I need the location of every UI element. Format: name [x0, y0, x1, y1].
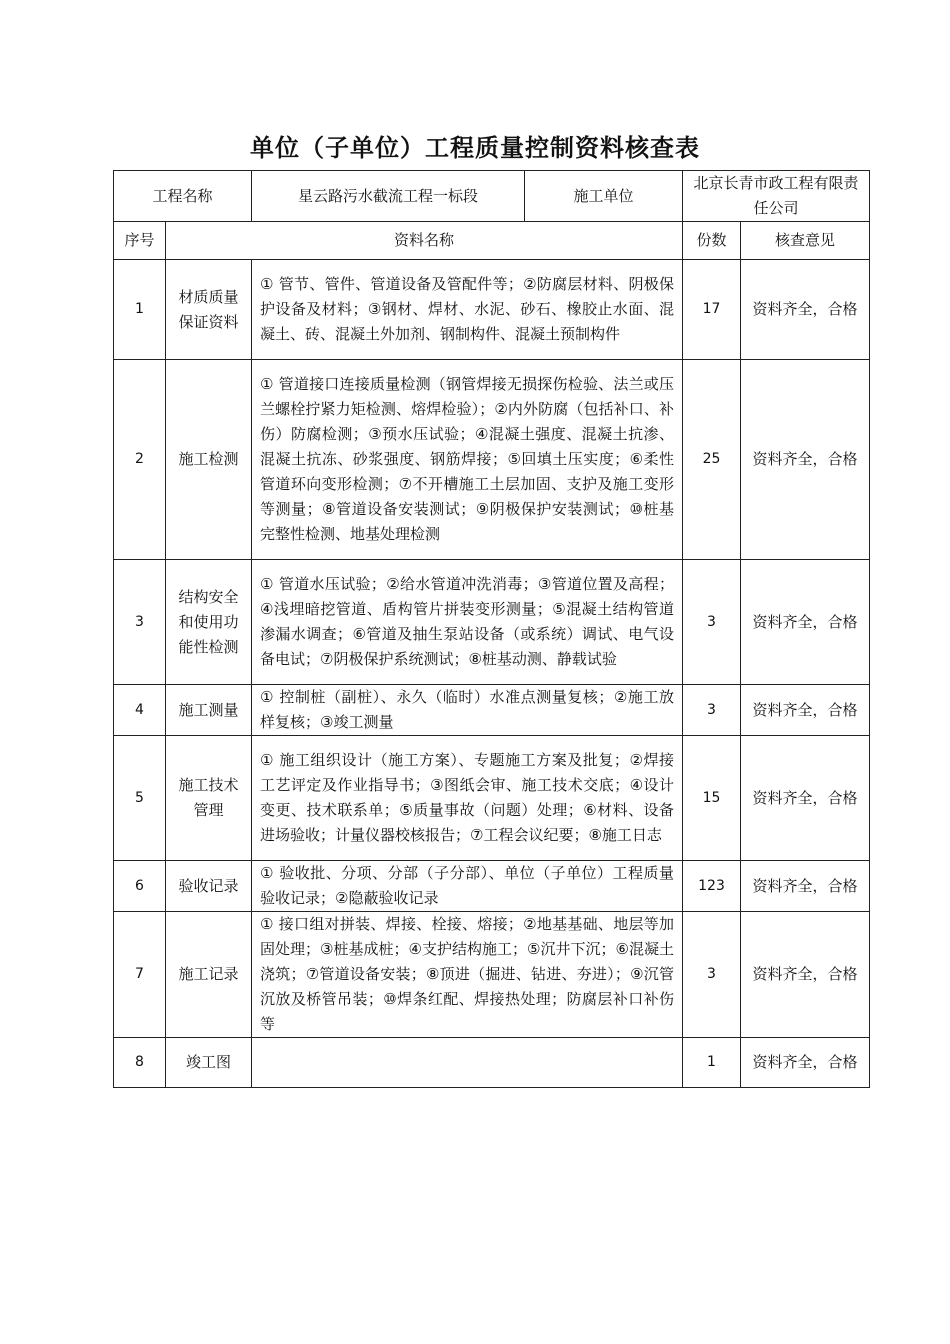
row-opinion: 资料齐全，合格 [741, 736, 870, 861]
row-opinion: 资料齐全，合格 [741, 260, 870, 360]
row-seq: 4 [114, 685, 166, 736]
row-content [252, 1038, 683, 1088]
header-row [114, 171, 870, 222]
table-row [114, 912, 870, 1038]
table-row [114, 685, 870, 736]
row-opinion: 资料齐全，合格 [741, 1038, 870, 1088]
contractor-value: 北京长青市政工程有限责任公司 [683, 171, 870, 222]
row-copies: 15 [683, 736, 741, 861]
row-content: ① 控制桩（副桩）、永久（临时）水准点测量复核；②施工放样复核；③竣工测量 [252, 685, 683, 736]
row-copies: 3 [683, 685, 741, 736]
table-row [114, 260, 870, 360]
row-copies: 17 [683, 260, 741, 360]
row-seq: 2 [114, 360, 166, 560]
contractor-label: 施工单位 [525, 171, 683, 222]
row-category: 施工检测 [166, 360, 252, 560]
table-row [114, 1038, 870, 1088]
page-title: 单位（子单位）工程质量控制资料核查表 [250, 134, 700, 162]
row-category: 施工记录 [166, 912, 252, 1038]
row-opinion: 资料齐全，合格 [741, 560, 870, 685]
row-content: ① 管道水压试验；②给水管道冲洗消毒；③管道位置及高程；④浅埋暗挖管道、盾构管片拼装变形测量；⑤混凝土结构管道渗漏水调查；⑥管道及抽生泵站设备（或系统）调试、电气设备电试；⑦阴极保护系统测试；⑧桩基动测、静载试验 [252, 560, 683, 685]
row-content: ① 管节、管件、管道设备及管配件等；②防腐层材料、阴极保护设备及材料；③钢材、焊材、水泥、砂石、橡胶止水面、混凝土、砖、混凝土外加剂、钢制构件、混凝土预制构件 [252, 260, 683, 360]
row-opinion: 资料齐全，合格 [741, 861, 870, 912]
row-category: 施工测量 [166, 685, 252, 736]
row-category: 材质质量保证资料 [166, 260, 252, 360]
row-category: 竣工图 [166, 1038, 252, 1088]
row-seq: 6 [114, 861, 166, 912]
quality-control-checklist-table [113, 170, 870, 1088]
project-name-label: 工程名称 [114, 171, 252, 222]
row-opinion: 资料齐全，合格 [741, 360, 870, 560]
row-seq: 5 [114, 736, 166, 861]
row-content: ① 管道接口连接质量检测（钢管焊接无损探伤检验、法兰或压兰螺栓拧紧力矩检测、熔焊检验）；②内外防腐（包括补口、补伤）防腐检测；③预水压试验；④混凝土强度、混凝土抗渗、混凝土抗冻、砂浆强度、钢筋焊接；⑤回填土压实度；⑥柔性管道环向变形检测；⑦不开槽施工土层加固、支护及施工变形等测量；⑧管道设备安装测试；⑨阴极保护安装测试；⑩桩基完整性检测、地基处理检测 [252, 360, 683, 560]
row-content: ① 接口组对拼装、焊接、栓接、熔接；②地基基础、地层等加固处理；③桩基成桩；④支护结构施工；⑤沉井下沉；⑥混凝土浇筑；⑦管道设备安装；⑧顶进（掘进、钻进、夯进）；⑨沉管沉放及桥管吊装；⑩焊条红配、焊接热处理；防腐层补口补伤等 [252, 912, 683, 1038]
col-header-copies: 份数 [683, 222, 741, 260]
row-copies: 25 [683, 360, 741, 560]
row-content: ① 验收批、分项、分部（子分部）、单位（子单位）工程质量验收记录；②隐蔽验收记录 [252, 861, 683, 912]
row-copies: 3 [683, 912, 741, 1038]
row-seq: 7 [114, 912, 166, 1038]
row-copies: 123 [683, 861, 741, 912]
col-header-opinion: 核查意见 [741, 222, 870, 260]
row-opinion: 资料齐全，合格 [741, 685, 870, 736]
row-content: ① 施工组织设计（施工方案）、专题施工方案及批复；②焊接工艺评定及作业指导书；③图纸会审、施工技术交底；④设计变更、技术联系单；⑤质量事故（问题）处理；⑥材料、设备进场验收；计量仪器校核报告；⑦工程会议纪要；⑧施工日志 [252, 736, 683, 861]
table-row [114, 736, 870, 861]
row-opinion: 资料齐全，合格 [741, 912, 870, 1038]
row-category: 结构安全和使用功能性检测 [166, 560, 252, 685]
row-seq: 3 [114, 560, 166, 685]
table-row [114, 560, 870, 685]
col-header-doc-name: 资料名称 [166, 222, 683, 260]
row-category: 施工技术管理 [166, 736, 252, 861]
col-header-seq: 序号 [114, 222, 166, 260]
row-seq: 1 [114, 260, 166, 360]
column-header-row [114, 222, 870, 260]
row-seq: 8 [114, 1038, 166, 1088]
row-copies: 1 [683, 1038, 741, 1088]
project-name-value: 星云路污水截流工程一标段 [252, 171, 525, 222]
row-category: 验收记录 [166, 861, 252, 912]
row-copies: 3 [683, 560, 741, 685]
table-row [114, 861, 870, 912]
table-row [114, 360, 870, 560]
